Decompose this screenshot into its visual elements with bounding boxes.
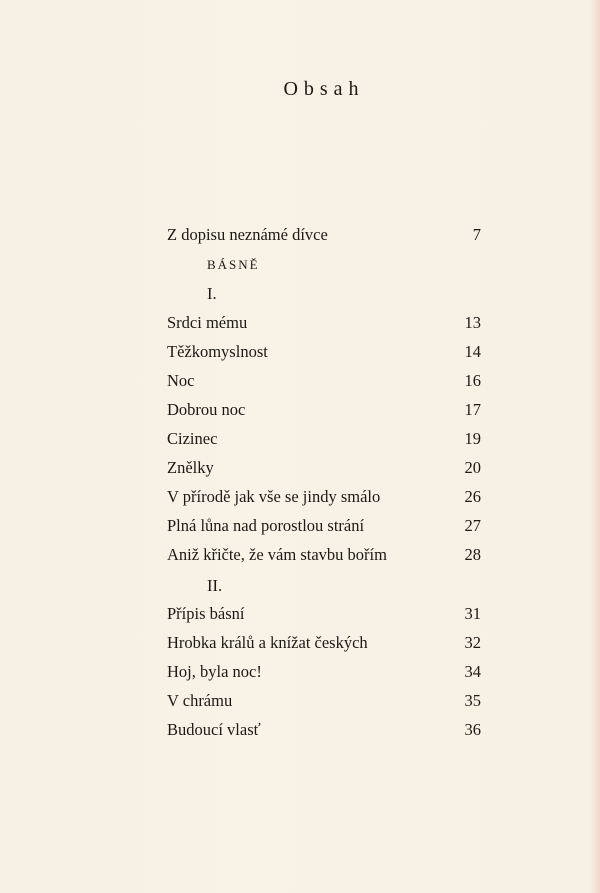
- toc-entry-title: Plná lůna nad porostlou strání: [167, 516, 365, 535]
- toc-entry: [167, 603, 481, 625]
- toc-entry-title: Srdci mému: [167, 313, 248, 332]
- toc-entry: [167, 399, 481, 421]
- toc-entry-page: 35: [464, 691, 481, 710]
- toc-entry: [167, 515, 481, 537]
- toc-entry-title: Budoucí vlasť: [167, 720, 261, 739]
- toc-entry: [167, 370, 481, 392]
- toc-entry-title: Přípis básní: [167, 604, 245, 623]
- toc-entry-page: 16: [464, 371, 481, 390]
- toc-entry-title: Těžkomyslnost: [167, 342, 268, 361]
- toc-entry: [167, 486, 481, 508]
- toc-entry-page: 34: [464, 662, 481, 681]
- toc-entry: [167, 690, 481, 712]
- toc-entry-page: 32: [464, 633, 481, 652]
- page-title: Obsah: [283, 78, 365, 100]
- toc-entry-page: 14: [464, 342, 481, 361]
- toc-entry-page: 31: [464, 604, 481, 623]
- section-number: II.: [207, 576, 223, 595]
- toc-entry: [167, 428, 481, 450]
- toc-entry: [167, 312, 481, 334]
- toc-entry-title: Dobrou noc: [167, 400, 246, 419]
- toc-entry: [167, 544, 481, 566]
- toc-entry-title: Noc: [167, 371, 195, 390]
- toc-entry: [167, 719, 481, 741]
- toc-entry-title: Aniž křičte, že vám stavbu bořím: [167, 545, 387, 564]
- toc-entry-page: 26: [464, 487, 481, 506]
- section-heading: BÁSNĚ: [207, 257, 260, 272]
- page-edge: [590, 0, 600, 893]
- toc-entry-page: 36: [464, 720, 481, 739]
- toc-entry-page: 17: [464, 400, 481, 419]
- toc-entry-title: Znělky: [167, 458, 214, 477]
- toc-entry-page: 13: [464, 313, 481, 332]
- toc-entry-title: V chrámu: [167, 691, 233, 710]
- toc-entry: [167, 224, 481, 246]
- toc-entry-title: Cizinec: [167, 429, 218, 448]
- toc-entry-page: 7: [472, 225, 481, 244]
- toc-entry-title: Hrobka králů a knížat českých: [167, 633, 368, 652]
- toc-entry-page: 27: [464, 516, 481, 535]
- toc-entry-page: 28: [464, 545, 481, 564]
- toc-entry-title: Hoj, byla noc!: [167, 662, 262, 681]
- toc-entry-page: 20: [464, 458, 481, 477]
- toc-entry: [167, 632, 481, 654]
- toc-entry: [167, 457, 481, 479]
- toc-entry-page: 19: [464, 429, 481, 448]
- toc-entry: [167, 661, 481, 683]
- toc-entry-title: Z dopisu neznámé dívce: [167, 225, 328, 244]
- toc-entry: [167, 341, 481, 363]
- toc-entry-title: V přírodě jak vše se jindy smálo: [167, 487, 381, 506]
- section-number: I.: [207, 284, 217, 303]
